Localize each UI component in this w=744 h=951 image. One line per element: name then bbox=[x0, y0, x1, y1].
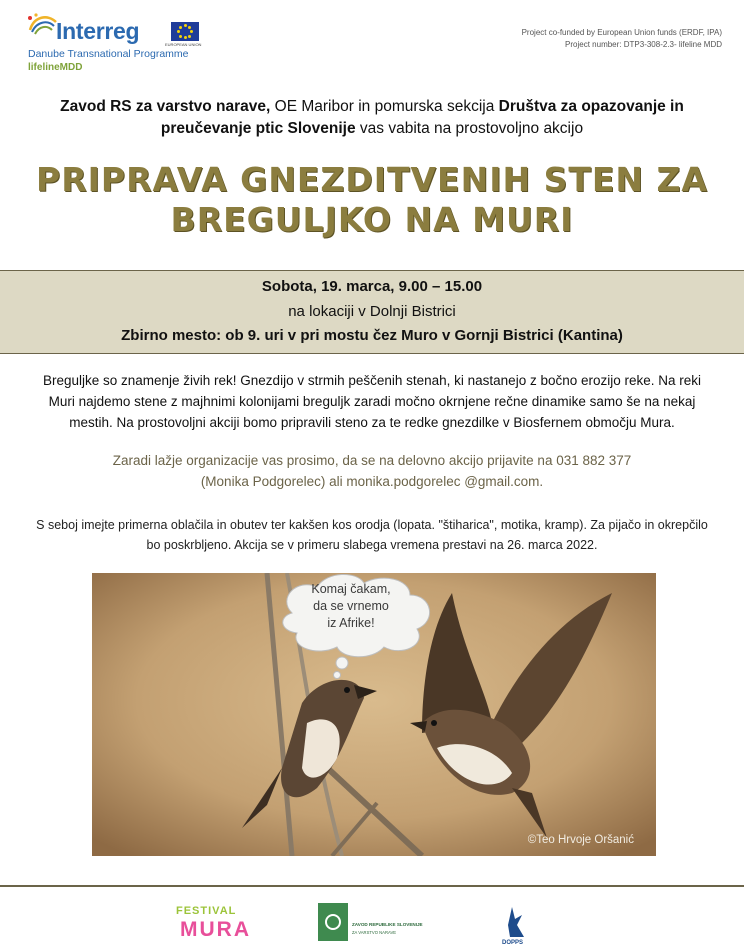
project-number: Project number: DTP3-308-2.3- lifeline MDD bbox=[565, 40, 722, 49]
title-line-2: BREGULJKO NA MURI bbox=[170, 200, 574, 239]
photo-credit: ©Teo Hrvoje Oršanić bbox=[527, 834, 634, 846]
zrsvn-emblem-icon bbox=[318, 903, 348, 941]
dopps-label: DOPPS bbox=[502, 940, 524, 946]
project-name: lifelineMDD bbox=[28, 62, 83, 73]
mura-label: MURA bbox=[180, 918, 251, 941]
description-paragraph: Breguljke so znamenje živih rek! Gnezdijo v strmih peščenih stenah, ki nastanejo z bočno erozijo reke. Na reki Muri najdemo stene z majhnimi kolonijami breguljk zaradi močno okrnjene rečne dinamike samo še na nekaj mestih. Na prostovoljni akciji bomo pripravili steno za te redke gnezdilke v Biosfernem območju Mura. bbox=[42, 373, 702, 430]
funding-line: Project co-funded by European Union funds (ERDF, IPA) bbox=[521, 28, 722, 37]
bubble-line-2: da se vrnemo bbox=[313, 599, 389, 613]
zrsvn-name: ZAVOD REPUBLIKE SLOVENIJE bbox=[352, 922, 423, 927]
bubble-line-1: Komaj čakam, bbox=[311, 582, 391, 596]
eu-caption: EUROPEAN UNION bbox=[165, 42, 202, 47]
event-meeting-point: Zbirno mesto: ob 9. uri v pri mostu čez Muro v Gornji Bistrici (Kantina) bbox=[121, 327, 623, 344]
intro-text-2: vas vabita na prostovoljno akcijo bbox=[355, 120, 584, 137]
bubble-line-3: iz Afrike! bbox=[327, 616, 375, 630]
organizer-dopps: Društva za opazovanje in preučevanje ptic Slovenije bbox=[160, 98, 684, 137]
intro-text-1: OE Maribor in pomurska sekcija bbox=[270, 98, 499, 115]
event-date-time: Sobota, 19. marca, 9.00 – 15.00 bbox=[261, 278, 483, 295]
zrsvn-subtitle: ZA VARSTVO NARAVE bbox=[352, 930, 397, 935]
event-details-band bbox=[0, 270, 744, 354]
contact-line-1: Zaradi lažje organizacije vas prosimo, da se na delovno akcijo prijavite na 031 882 377 bbox=[112, 453, 632, 468]
organizer-zrsvn: Zavod RS za varstvo narave, bbox=[60, 98, 271, 115]
festival-label: FESTIVAL bbox=[176, 905, 237, 917]
eu-flag-icon bbox=[171, 22, 199, 41]
zrsvn-logo bbox=[318, 903, 448, 947]
footer-divider bbox=[0, 885, 744, 887]
thought-bubble-text bbox=[290, 581, 412, 632]
interreg-wordmark: Interreg bbox=[56, 18, 140, 44]
title-line-1: PRIPRAVA GNEZDITVENIH STEN ZA bbox=[36, 160, 708, 199]
notes-paragraph: S seboj imejte primerna oblačila in obutev ter kakšen kos orodja (lopata. "štiharica", motika, kramp). Za pijačo in okrepčilo bo poskrbljeno. Akcija se v primeru slabega vremena prestavi na 26. marca 2022. bbox=[36, 518, 708, 552]
dopps-bird-icon bbox=[500, 905, 530, 939]
invitation-intro bbox=[40, 96, 704, 140]
interreg-swirl-icon bbox=[26, 12, 60, 36]
festival-mura-logo bbox=[176, 905, 251, 945]
sand-martin-photo bbox=[92, 573, 656, 856]
interreg-logo bbox=[26, 10, 216, 76]
dopps-logo bbox=[500, 905, 540, 949]
programme-name: Danube Transnational Programme bbox=[28, 48, 189, 60]
page-title bbox=[20, 160, 724, 240]
event-location: na lokaciji v Dolnji Bistrici bbox=[288, 303, 456, 320]
funding-info bbox=[522, 27, 722, 51]
contact-paragraph bbox=[40, 450, 704, 492]
contact-line-2: (Monika Podgorelec) ali monika.podgorelec @gmail.com. bbox=[200, 474, 544, 489]
